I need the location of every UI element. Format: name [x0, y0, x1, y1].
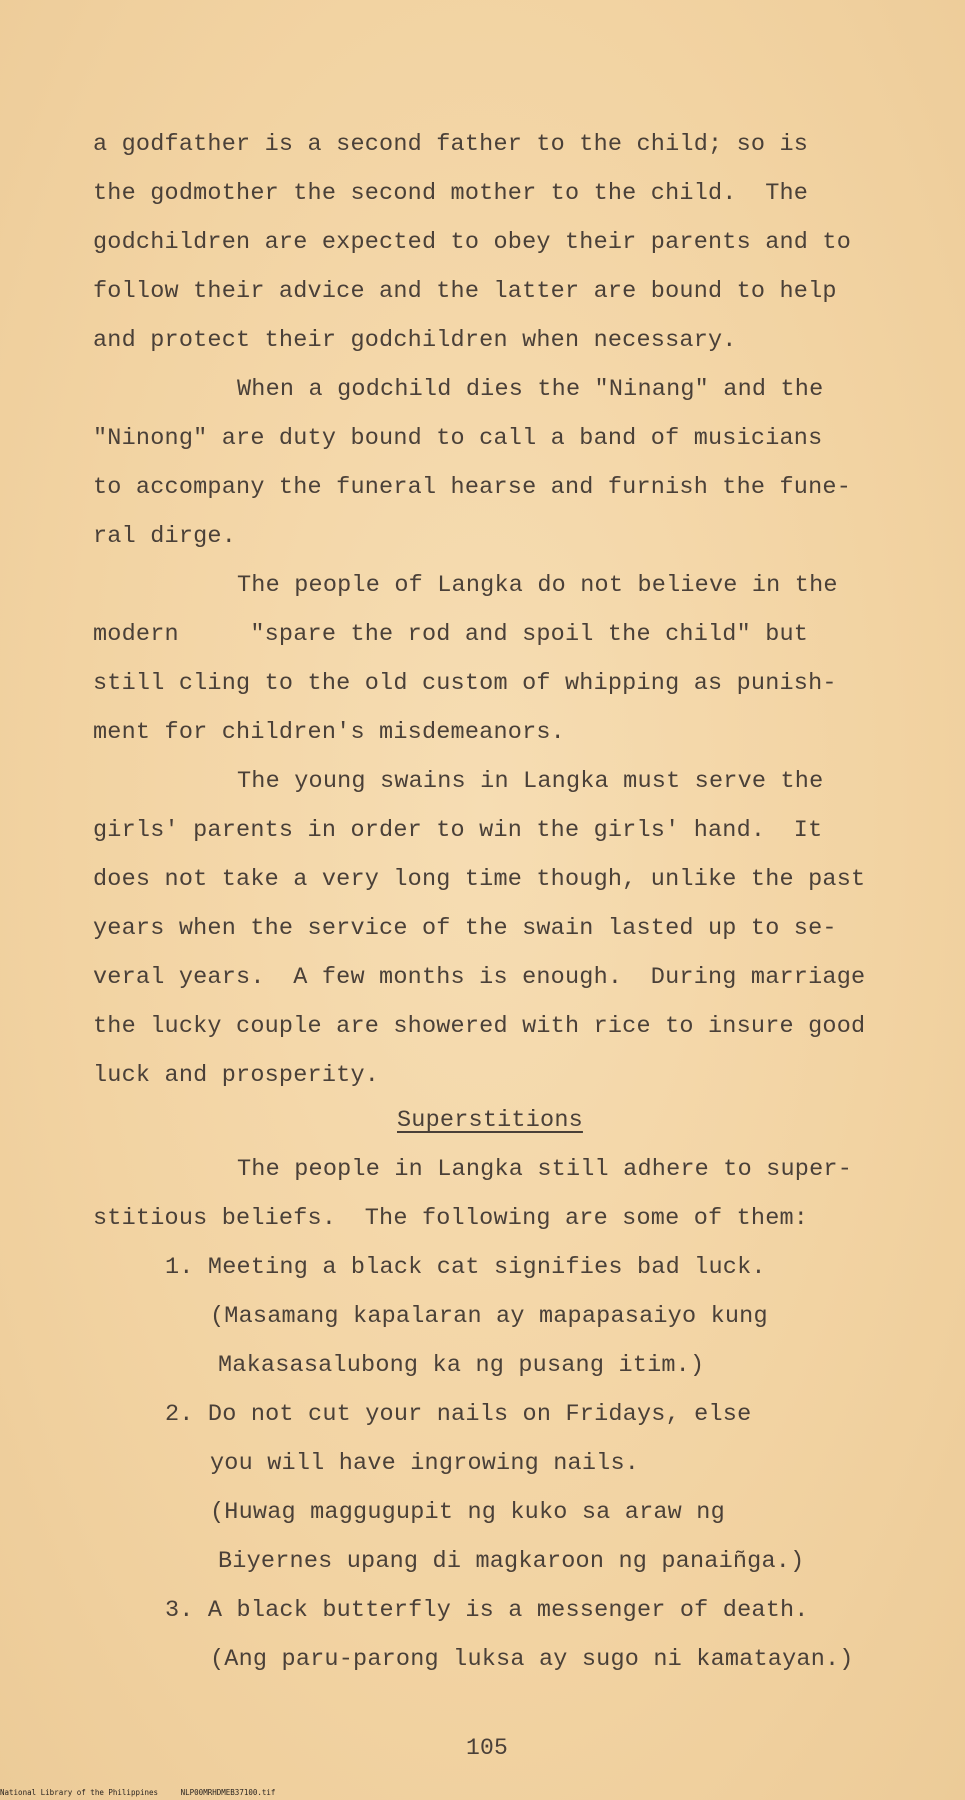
- text-line: modern "spare the rod and spoil the child" but: [93, 621, 809, 648]
- text-line: follow their advice and the latter are bound to help: [93, 278, 837, 305]
- text-line: the godmother the second mother to the child. The: [93, 180, 809, 207]
- text-line: The people of Langka do not believe in the: [237, 572, 838, 599]
- text-line: The young swains in Langka must serve the: [237, 768, 824, 795]
- text-line: "Ninong" are duty bound to call a band of musicians: [93, 425, 823, 452]
- list-item-text: you will have ingrowing nails.: [210, 1450, 640, 1477]
- text-line: girls' parents in order to win the girls' hand. It: [93, 817, 823, 844]
- list-item: 1. Meeting a black cat signifies bad luck.: [165, 1254, 766, 1281]
- list-item: 3. A black butterfly is a messenger of death.: [165, 1597, 809, 1624]
- list-item-translation: (Huwag maggugupit ng kuko sa araw ng: [210, 1499, 725, 1526]
- text-line: ral dirge.: [93, 523, 237, 550]
- list-item-translation: Makasasalubong ka ng pusang itim.): [218, 1352, 705, 1379]
- text-line: does not take a very long time though, unlike the past: [93, 866, 866, 893]
- section-heading: Superstitions: [397, 1107, 583, 1134]
- text-line: stitious beliefs. The following are some of them:: [93, 1205, 809, 1232]
- text-line: still cling to the old custom of whipping as punish-: [93, 670, 837, 697]
- text-line: to accompany the funeral hearse and furnish the fune-: [93, 474, 852, 501]
- text-line: The people in Langka still adhere to super-: [237, 1156, 852, 1183]
- list-item: 2. Do not cut your nails on Fridays, else: [165, 1401, 752, 1428]
- text-line: the lucky couple are showered with rice to insure good: [93, 1013, 866, 1040]
- text-line: and protect their godchildren when necessary.: [93, 327, 737, 354]
- list-item-translation: (Ang paru-parong luksa ay sugo ni kamatayan.): [210, 1646, 854, 1673]
- text-line: years when the service of the swain lasted up to se-: [93, 915, 837, 942]
- list-item-translation: (Masamang kapalaran ay mapapasaiyo kung: [210, 1303, 768, 1330]
- text-line: veral years. A few months is enough. During marriage: [93, 964, 866, 991]
- text-line: ment for children's misdemeanors.: [93, 719, 565, 746]
- text-line: godchildren are expected to obey their parents and to: [93, 229, 852, 256]
- text-line: When a godchild dies the "Ninang" and the: [237, 376, 824, 403]
- list-item-translation: Biyernes upang di magkaroon ng panaiñga.): [218, 1548, 805, 1575]
- text-line: a godfather is a second father to the child; so is: [93, 131, 809, 158]
- text-line: luck and prosperity.: [93, 1062, 380, 1089]
- page-number: 105: [466, 1735, 509, 1761]
- scan-footer: National Library of the Philippines NLP00MRHDMEB37100.tif: [0, 1788, 276, 1797]
